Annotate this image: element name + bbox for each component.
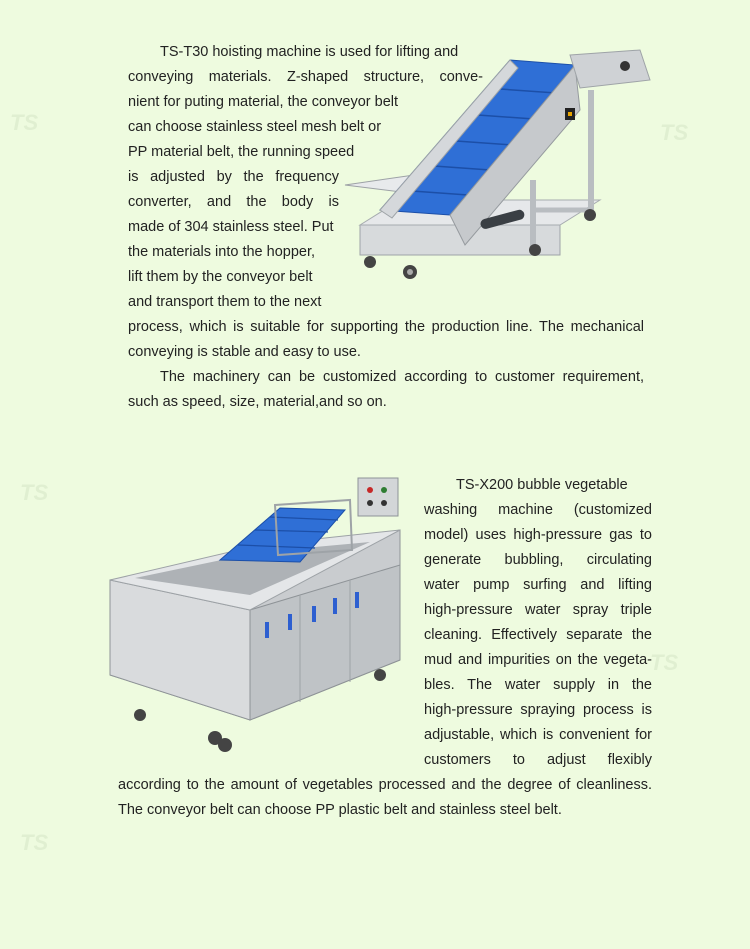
washing-machine-image bbox=[100, 470, 410, 760]
para1-line-6: is adjusted by the frequency bbox=[128, 169, 339, 185]
para1-line-13: conveying is stable and easy to use. bbox=[128, 344, 361, 360]
para1-line-4: can choose stainless steel mesh belt or bbox=[128, 119, 382, 135]
para1-line-11: and transport them to the next bbox=[128, 294, 322, 310]
para3-line-2: washing machine (customized bbox=[424, 502, 652, 518]
para1-line-3: nient for puting material, the conveyor belt bbox=[128, 94, 399, 110]
para1-line-12: process, which is suitable for supporting the production line. The mechanical bbox=[128, 319, 644, 335]
para1-line-8: made of 304 stainless steel. Put bbox=[128, 219, 334, 235]
para1-line-2: conveying materials. Z-shaped structure, conve- bbox=[128, 69, 483, 85]
para3-line-4: generate bubbling, circulating bbox=[424, 552, 652, 568]
para3-line-5: water pump surfing and lifting bbox=[424, 577, 652, 593]
para3-line-3: model) uses high-pressure gas to bbox=[424, 527, 652, 543]
page: TS TS TS TS TS TS-T30 hoisting machine is used for lifting and conveying materials. Z-shaped structure, conve- nient for puting material, the conveyor belt can choose stainless steel mesh belt or PP material belt, the running speed is adjusted by the frequency converter, and the body is made of 304 stainless steel. Put the materials into the hopper, lift them by the conveyor belt and transport them to the next process, which is suitable for supporting the production line. The mechanical conveying is stable and easy to use. The machinery can be customized according to customer requirement, such as speed, size, material,and so on. TS-X200 bubble vegetable washing machine (customized model) uses high-pressure gas to generate bubbling, circulating water pump surfing and lifting high-pressure water spray triple cleaning. Effectively separate the mud and impurities on the vegeta- bles. The water supply in the high-pressure spraying process is adjustable, which is convenient for customers to adjust flexibly according to the amount of vegetables processed and the degree of cleanliness. The conveyor belt can choose PP plastic belt and stainless steel belt. bbox=[0, 0, 750, 949]
para3-line-10: high-pressure spraying process is bbox=[424, 702, 652, 718]
para1-line-7: converter, and the body is bbox=[128, 194, 339, 210]
para3-line-13: according to the amount of vegetables processed and the degree of cleanliness. bbox=[118, 777, 652, 793]
para3-line-7: cleaning. Effectively separate the bbox=[424, 627, 652, 643]
para1-line-5: PP material belt, the running speed bbox=[128, 144, 355, 160]
para1-line-10: lift them by the conveyor belt bbox=[128, 269, 313, 285]
hoisting-machine-image bbox=[340, 40, 655, 300]
para1-line-1: TS-T30 hoisting machine is used for lifting and bbox=[160, 44, 459, 60]
para3-line-9: bles. The water supply in the bbox=[424, 677, 652, 693]
para3-line-11: adjustable, which is convenient for bbox=[424, 727, 652, 743]
para3-line-12: customers to adjust flexibly bbox=[424, 752, 652, 768]
para3-line-8: mud and impurities on the vegeta- bbox=[424, 652, 652, 668]
para3-line-14: The conveyor belt can choose PP plastic belt and stainless steel belt. bbox=[118, 802, 562, 818]
para2-line-2: such as speed, size, material,and so on. bbox=[128, 394, 387, 410]
para1-line-9: the materials into the hopper, bbox=[128, 244, 316, 260]
para2-line-1: The machinery can be customized according to customer requirement, bbox=[160, 369, 644, 385]
para3-line-1: TS-X200 bubble vegetable bbox=[456, 477, 628, 493]
para3-line-6: high-pressure water spray triple bbox=[424, 602, 652, 618]
